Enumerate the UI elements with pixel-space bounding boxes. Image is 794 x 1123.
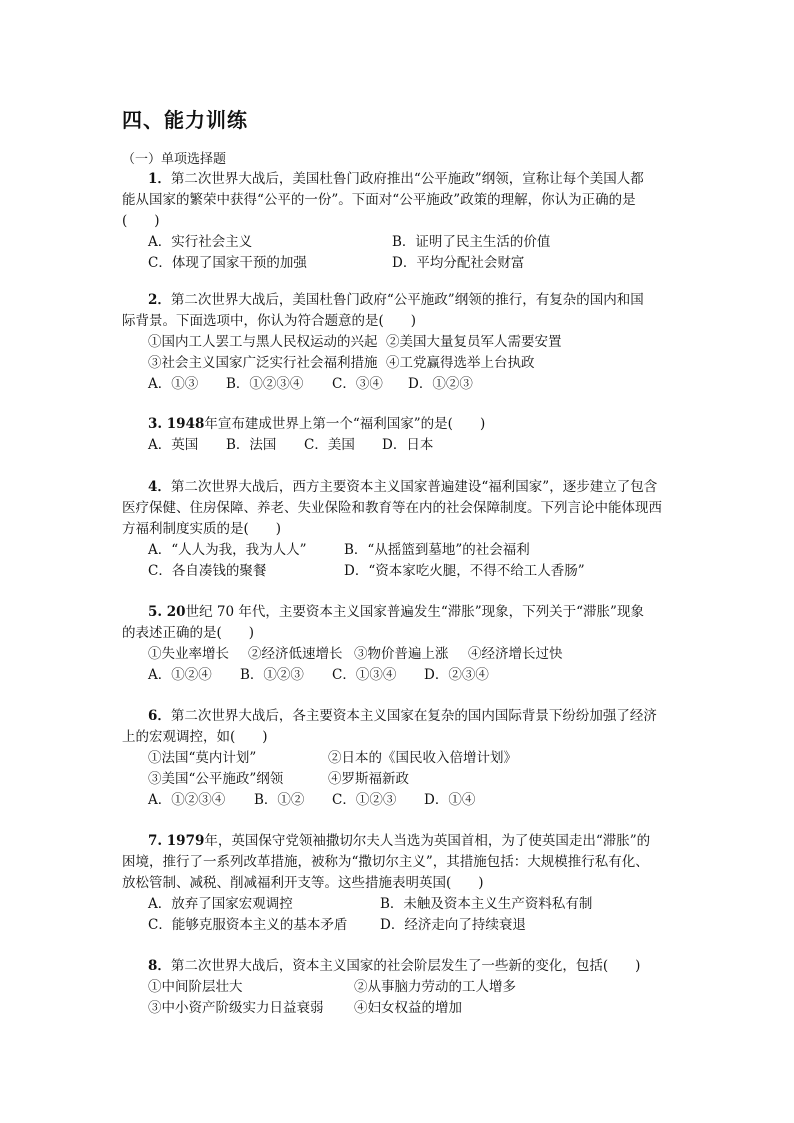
option-c[interactable]: C．③④	[332, 376, 383, 392]
option-row	[122, 561, 682, 582]
question-number: 4．	[148, 479, 171, 495]
item-row	[122, 748, 682, 769]
item-row	[122, 332, 682, 353]
option-c[interactable]: C．①③④	[332, 667, 397, 683]
option-b[interactable]: B．①②③④	[226, 376, 304, 392]
statement-item: ②日本的《国民收入倍增计划》	[328, 750, 517, 766]
option-a[interactable]: A．实行社会主义	[148, 234, 253, 250]
stem-line: 能从国家的繁荣中获得“公平的一份”。下面对“公平施政”政策的理解，你认为正确的是	[122, 192, 636, 208]
question-stem	[122, 602, 682, 623]
option-d[interactable]: D．平均分配社会财富	[392, 255, 525, 271]
option-a[interactable]: A．英国	[148, 437, 199, 453]
question-number: 2．	[148, 292, 171, 308]
item-row	[122, 769, 682, 790]
option-c[interactable]: C．能够克服资本主义的基本矛盾	[148, 917, 348, 933]
stem-line: 第二次世界大战后，美国杜鲁门政府推出“公平施政”纲领，宣称让每个美国人都	[170, 171, 644, 187]
stem-line: 医疗保健、住房保障、养老、失业保险和教育等在内的社会保障制度。下列言论中能体现西	[122, 500, 662, 516]
question-5	[122, 602, 682, 686]
question-number: 3. 1948	[148, 416, 205, 432]
statement-item: ③社会主义国家广泛实行社会福利措施	[148, 355, 378, 371]
option-b[interactable]: B．①②	[254, 792, 305, 808]
option-b[interactable]: B．法国	[226, 437, 277, 453]
option-a[interactable]: A．①③	[148, 376, 199, 392]
question-2	[122, 290, 682, 395]
question-number: 6．	[148, 708, 171, 724]
option-row	[122, 253, 682, 274]
option-d[interactable]: D．①②③	[408, 376, 473, 392]
option-row	[122, 374, 682, 395]
question-3	[122, 414, 682, 456]
option-c[interactable]: C．各自凑钱的聚餐	[148, 563, 267, 579]
question-stem	[122, 706, 682, 727]
question-number: 7. 1979	[148, 833, 205, 849]
option-c[interactable]: C．体现了国家干预的加强	[148, 255, 307, 271]
question-8	[122, 956, 682, 1019]
option-row	[122, 915, 682, 936]
statement-item: ②经济低速增长	[248, 646, 343, 662]
option-c[interactable]: C．美国	[304, 437, 355, 453]
option-c[interactable]: C．①②③	[332, 792, 397, 808]
option-row	[122, 894, 682, 915]
stem-line: 第二次世界大战后，资本主义国家的社会阶层发生了一些新的变化，包括( )	[170, 958, 641, 974]
option-row	[122, 665, 682, 686]
stem-line: 第二次世界大战后，各主要资本主义国家在复杂的国内国际背景下纷纷加强了经济	[170, 708, 657, 724]
statement-item: ①中间阶层壮大	[148, 979, 243, 995]
question-number: 5. 20	[148, 604, 186, 620]
option-d[interactable]: D．①④	[424, 792, 476, 808]
question-number: 1．	[148, 171, 171, 187]
statement-item: ②美国大量复员军人需要安置	[386, 334, 562, 350]
question-6	[122, 706, 682, 811]
statement-item: ④罗斯福新政	[328, 771, 409, 787]
option-a[interactable]: A．放弃了国家宏观调控	[148, 896, 293, 912]
stem-line: 第二次世界大战后，西方主要资本主义国家普遍建设“福利国家”，逐步建立了包含	[170, 479, 658, 495]
option-row	[122, 790, 682, 811]
section-heading: （一）单项选择题	[122, 152, 227, 167]
stem-line: 年宣布建成世界上第一个“福利国家”的是( )	[204, 416, 486, 432]
option-row	[122, 540, 682, 561]
option-a[interactable]: A．①②④	[148, 667, 212, 683]
statement-item: ②从事脑力劳动的工人增多	[354, 979, 516, 995]
item-row	[122, 353, 682, 374]
option-d[interactable]: D．经济走向了持续衰退	[380, 917, 526, 933]
stem-line: 上的宏观调控，如( )	[122, 729, 268, 745]
question-stem	[122, 414, 682, 435]
statement-item: ④工党赢得选举上台执政	[386, 355, 535, 371]
item-row	[122, 977, 682, 998]
option-b[interactable]: B．①②③	[240, 667, 304, 683]
statement-item: ①法国“莫内计划”	[148, 750, 257, 766]
option-row	[122, 435, 682, 456]
option-b[interactable]: B．证明了民主生活的价值	[392, 234, 551, 250]
stem-line: 第二次世界大战后，美国杜鲁门政府“公平施政”纲领的推行，有复杂的国内和国	[170, 292, 644, 308]
stem-line: 际背景。下面选项中，你认为符合题意的是( )	[122, 313, 417, 329]
question-7	[122, 831, 682, 936]
statement-item: ③物价普遍上涨	[354, 646, 449, 662]
option-a[interactable]: A．①②③④	[148, 792, 226, 808]
question-number: 8．	[148, 958, 171, 974]
stem-line: 放松管制、减税、削减福利开支等。这些措施表明英国( )	[122, 875, 484, 891]
statement-item: ③中小资产阶级实力日益衰弱	[148, 1000, 324, 1016]
question-stem	[122, 831, 682, 852]
statement-item: ③美国“公平施政”纲领	[148, 771, 284, 787]
stem-line: 年，英国保守党领袖撒切尔夫人当选为英国首相，为了使英国走出“滞胀”的	[204, 833, 651, 849]
statement-item: ④妇女权益的增加	[354, 1000, 462, 1016]
statement-item: ④经济增长过快	[468, 646, 563, 662]
question-stem	[122, 290, 682, 311]
option-d[interactable]: D．日本	[382, 437, 434, 453]
question-stem	[122, 956, 682, 977]
stem-line: 方福利制度实质的是( )	[122, 521, 282, 537]
statement-item: ①国内工人罢工与黑人民权运动的兴起	[148, 334, 378, 350]
question-stem	[122, 477, 682, 498]
page-title: 四、能力训练	[122, 108, 248, 132]
option-d[interactable]: D．②③④	[424, 667, 489, 683]
option-d[interactable]: D．“资本家吃火腿，不得不给工人香肠”	[344, 563, 585, 579]
question-stem	[122, 169, 682, 190]
option-b[interactable]: B．未触及资本主义生产资料私有制	[380, 896, 593, 912]
stem-line: 困境，推行了一系列改革措施，被称为“撒切尔主义”，其措施包括：大规模推行私有化、	[122, 854, 649, 870]
question-1	[122, 169, 682, 274]
statement-item: ①失业率增长	[148, 646, 229, 662]
option-row	[122, 232, 682, 253]
item-row	[122, 998, 682, 1019]
option-b[interactable]: B．“从摇篮到墓地”的社会福利	[344, 542, 530, 558]
stem-line: 的表述正确的是( )	[122, 625, 255, 641]
stem-line: 世纪 70 年代，主要资本主义国家普遍发生“滞胀”现象，下列关于“滞胀”现象	[185, 604, 644, 620]
option-a[interactable]: A．“人人为我，我为人人”	[148, 542, 307, 558]
stem-line: ( )	[122, 213, 160, 229]
question-4	[122, 477, 682, 582]
item-row	[122, 644, 682, 665]
